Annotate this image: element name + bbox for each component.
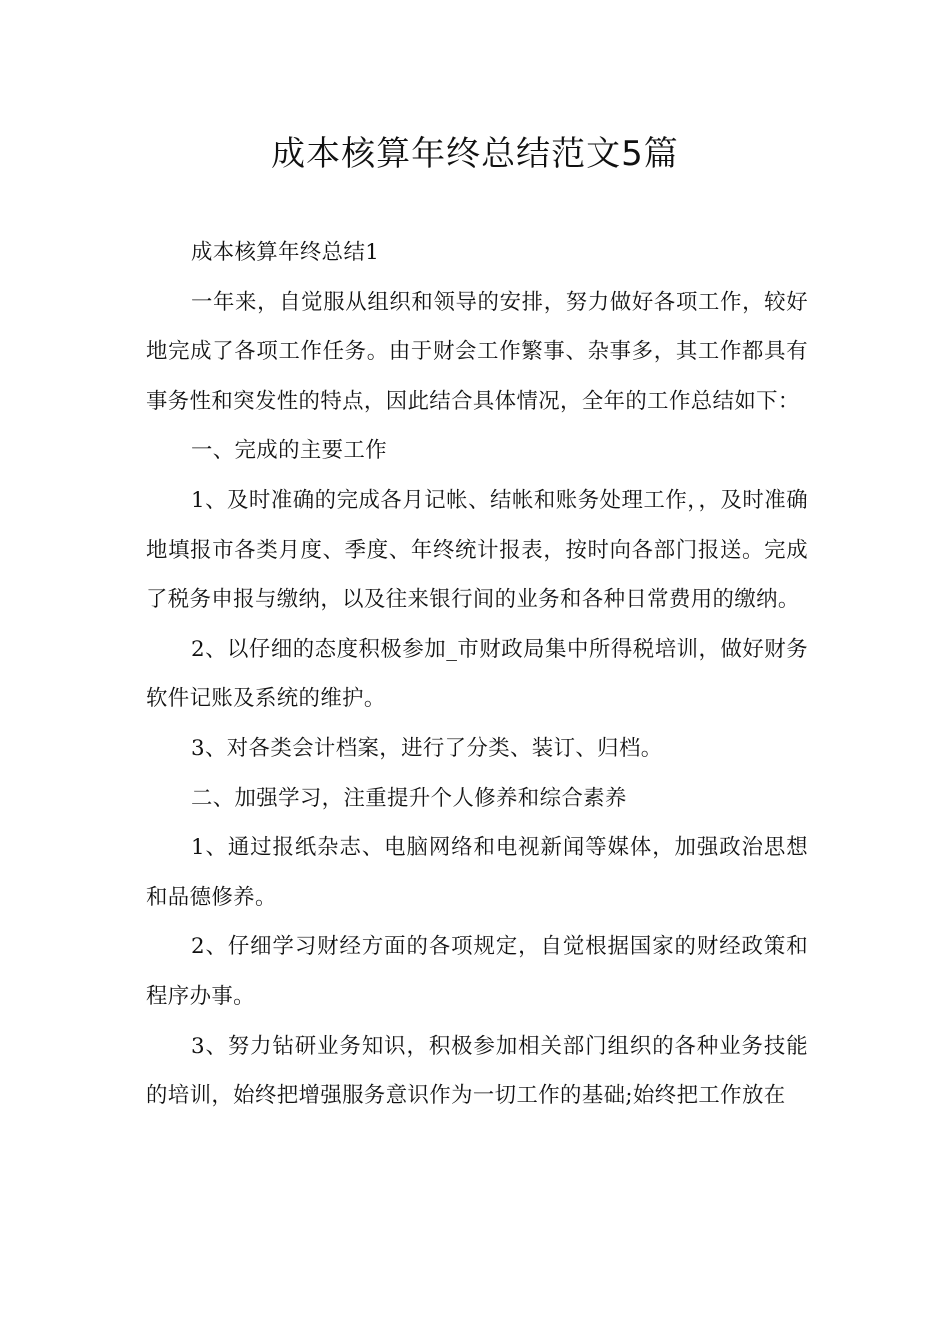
paragraph-item: 3、对各类会计档案，进行了分类、装订、归档。 [190, 735, 663, 761]
paragraph-heading-main-work: 一、完成的主要工作 [190, 438, 388, 464]
paragraph-intro: 一年来，自觉服从组织和领导的安排，努力做好各项工作，较好地完成了各项工作任务。由于财会工作繁事、杂事多，其工作都具有事务性和突发性的特点，因此结合具体情况，全年的工作总结如下： [146, 289, 808, 414]
paragraph-item: 1、及时准确的完成各月记帐、结帐和账务处理工作，，及时准确地填报市各类月度、季度、年终统计报表，按时向各部门报送。完成了税务申报与缴纳，以及往来银行间的业务和各种日常费用的缴纳。 [146, 487, 808, 613]
paragraph-item: 2、仔细学习财经方面的各项规定，自觉根据国家的财经政策和程序办事。 [146, 934, 808, 1009]
paragraph-section-heading: 成本核算年终总结1 [190, 240, 380, 265]
paragraph-heading-study: 二、加强学习，注重提升个人修养和综合素养 [190, 785, 627, 811]
document-title: 成本核算年终总结范文5篇 [271, 134, 679, 174]
document-body [146, 228, 808, 1121]
paragraph-item: 2、以仔细的态度积极参加_市财政局集中所得税培训，做好财务软件记账及系统的维护。 [146, 636, 808, 712]
paragraph-item: 1、通过报纸杂志、电脑网络和电视新闻等媒体，加强政治思想和品德修养。 [146, 835, 808, 910]
paragraph-item: 3、努力钻研业务知识，积极参加相关部门组织的各种业务技能的培训，始终把增强服务意识作为一切工作的基础;始终把工作放在 [146, 1033, 808, 1109]
